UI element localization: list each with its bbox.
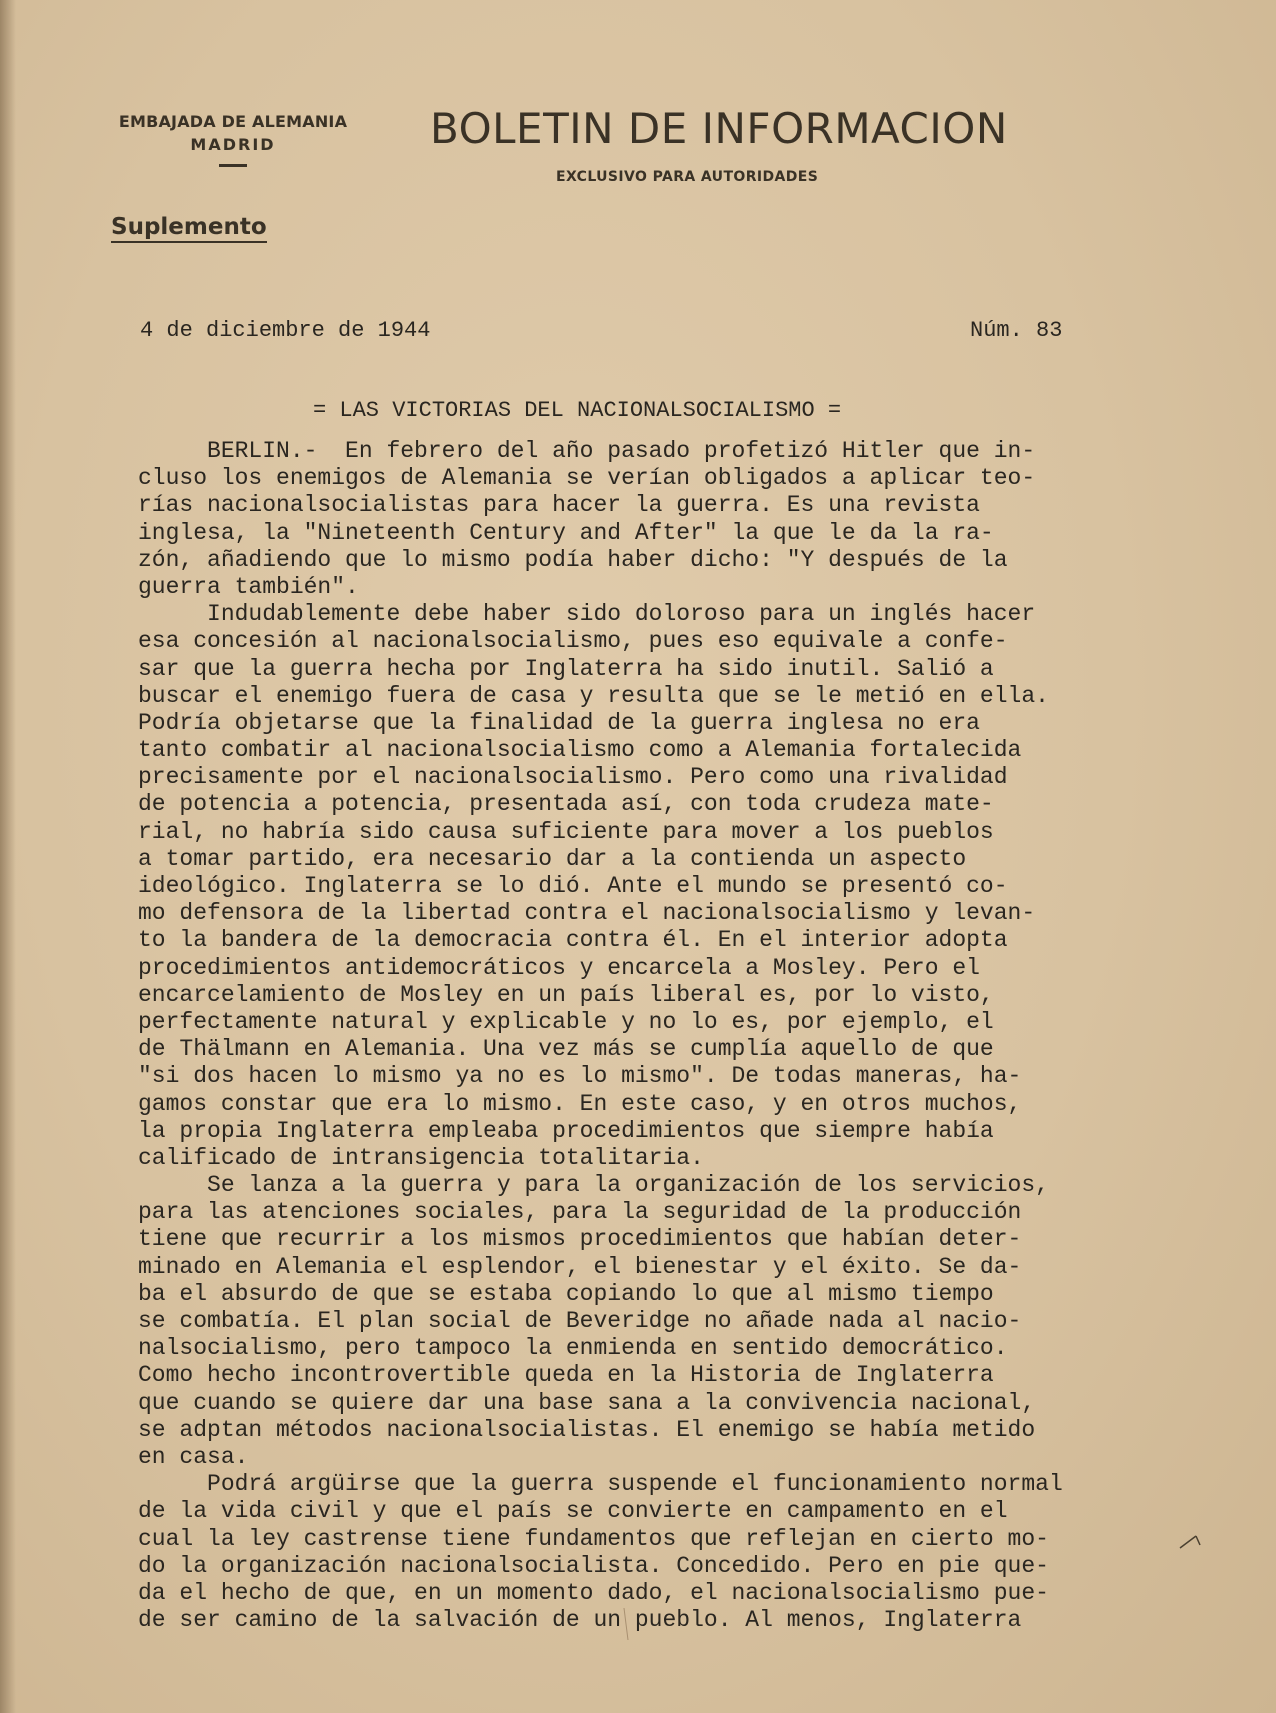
article-line: tanto combatir al nacionalsocialismo como a Alemania fortalecida xyxy=(138,737,1022,764)
article-title: = LAS VICTORIAS DEL NACIONALSOCIALISMO = xyxy=(313,398,842,423)
issue-date: 4 de diciembre de 1944 xyxy=(140,318,431,343)
article-line: BERLIN.- En febrero del año pasado profetizó Hitler que in- xyxy=(138,438,1036,464)
article-line: perfectamente natural y explicable y no lo es, por ejemplo, el xyxy=(138,1008,994,1035)
article-line: precisamente por el nacionalsocialismo. Pero como una rivalidad xyxy=(138,764,1008,791)
bulletin-subtitle: EXCLUSIVO PARA AUTORIDADES xyxy=(556,169,819,185)
article-line: minado en Alemania el esplendor, el bienestar y el éxito. Se da- xyxy=(138,1253,1022,1280)
article-line: mo defensora de la libertad contra el nacionalsocialismo y levan- xyxy=(138,900,1036,927)
article-line: en casa. xyxy=(138,1443,249,1470)
bulletin-title: BOLETIN DE INFORMACION xyxy=(430,104,1008,153)
pencil-arrow-mark xyxy=(1180,1536,1200,1548)
article-line: to la bandera de la democracia contra él. En el interior adopta xyxy=(138,927,1008,954)
article-line: da el hecho de que, en un momento dado, el nacionalsocialismo pue- xyxy=(138,1579,1049,1606)
article-line: de la vida civil y que el país se convierte en campamento en el xyxy=(138,1498,1008,1525)
article-line: que cuando se quiere dar una base sana a la convivencia nacional, xyxy=(138,1389,1036,1416)
article-line: se combatía. El plan social de Beveridge no añade nada al nacio- xyxy=(138,1308,1022,1334)
article-line: rías nacionalsocialistas para hacer la guerra. Es una revista xyxy=(138,492,980,519)
article-line: calificado de intransigencia totalitaria. xyxy=(138,1144,704,1171)
article-line: encarcelamiento de Mosley en un país liberal es, por lo visto, xyxy=(138,981,994,1008)
article-line: de Thälmann en Alemania. Una vez más se cumplía aquello de que xyxy=(138,1036,994,1063)
article-line: "si dos hacen lo mismo ya no es lo mismo". De todas maneras, ha- xyxy=(138,1063,1022,1090)
article-line: procedimientos antidemocráticos y encarcela a Mosley. Pero el xyxy=(138,954,980,981)
article-line: buscar el enemigo fuera de casa y resulta que se le metió en ella. xyxy=(138,682,1049,709)
article-line: tiene que recurrir a los mismos procedimientos que habían deter- xyxy=(138,1226,1022,1253)
article-line: se adptan métodos nacionalsocialistas. El enemigo se había metido xyxy=(138,1416,1036,1443)
article-line: de ser camino de la salvación de un pueblo. Al menos, Inglaterra xyxy=(138,1607,1022,1634)
article-line: sar que la guerra hecha por Inglaterra ha sido inutil. Salió a xyxy=(138,655,994,682)
article-line: guerra también". xyxy=(138,573,359,600)
article-line: do la organización nacionalsocialista. Concedido. Pero en pie que- xyxy=(138,1552,1049,1579)
article-line: ba el absurdo de que se estaba copiando lo que al mismo tiempo xyxy=(138,1280,994,1307)
article-line: esa concesión al nacionalsocialismo, pues eso equivale a confe- xyxy=(138,628,1008,655)
article-line: para las atenciones sociales, para la seguridad de la producción xyxy=(138,1199,1022,1226)
article-line: gamos constar que era lo mismo. En este caso, y en otros muchos, xyxy=(138,1090,1022,1117)
article-line: Como hecho incontrovertible queda en la Historia de Inglaterra xyxy=(138,1362,994,1389)
article-line: a tomar partido, era necesario dar a la contienda un aspecto xyxy=(138,845,967,872)
article-line: Se lanza a la guerra y para la organización de los servicios, xyxy=(138,1172,1049,1199)
paper-fold-crease xyxy=(624,1608,628,1640)
embassy-name: EMBAJADA DE ALEMANIA xyxy=(118,112,348,131)
article-line: cluso los enemigos de Alemania se verían obligados a aplicar teo- xyxy=(138,465,1036,492)
article-line: rial, no habría sido causa suficiente para mover a los pueblos xyxy=(138,818,994,845)
article-line: de potencia a potencia, presentada así, con toda crudeza mate- xyxy=(138,791,994,818)
article-line: la propia Inglaterra empleaba procedimientos que siempre había xyxy=(138,1117,994,1144)
article-line: Indudablemente debe haber sido doloroso para un inglés hacer xyxy=(138,601,1036,628)
article-line: cual la ley castrense tiene fundamentos que reflejan en cierto mo- xyxy=(138,1525,1049,1552)
article-line: nalsocialismo, pero tampoco la enmienda en sentido democrático. xyxy=(138,1335,1008,1362)
embassy-city: MADRID xyxy=(190,135,276,154)
article-line: Podría objetarse que la finalidad de la guerra inglesa no era xyxy=(138,709,980,736)
article-line: zón, añadiendo que lo mismo podía haber dicho: "Y después de la xyxy=(138,546,1008,573)
article-line: ideológico. Inglaterra se lo dió. Ante el mundo se presentó co- xyxy=(138,873,1008,899)
article-line: inglesa, la "Nineteenth Century and After" la que le da la ra- xyxy=(138,519,994,546)
issue-number: Núm. 83 xyxy=(970,318,1063,343)
supplement-label: Suplemento xyxy=(111,214,267,243)
article-line: Podrá argüirse que la guerra suspende el funcionamiento normal xyxy=(138,1471,1063,1498)
